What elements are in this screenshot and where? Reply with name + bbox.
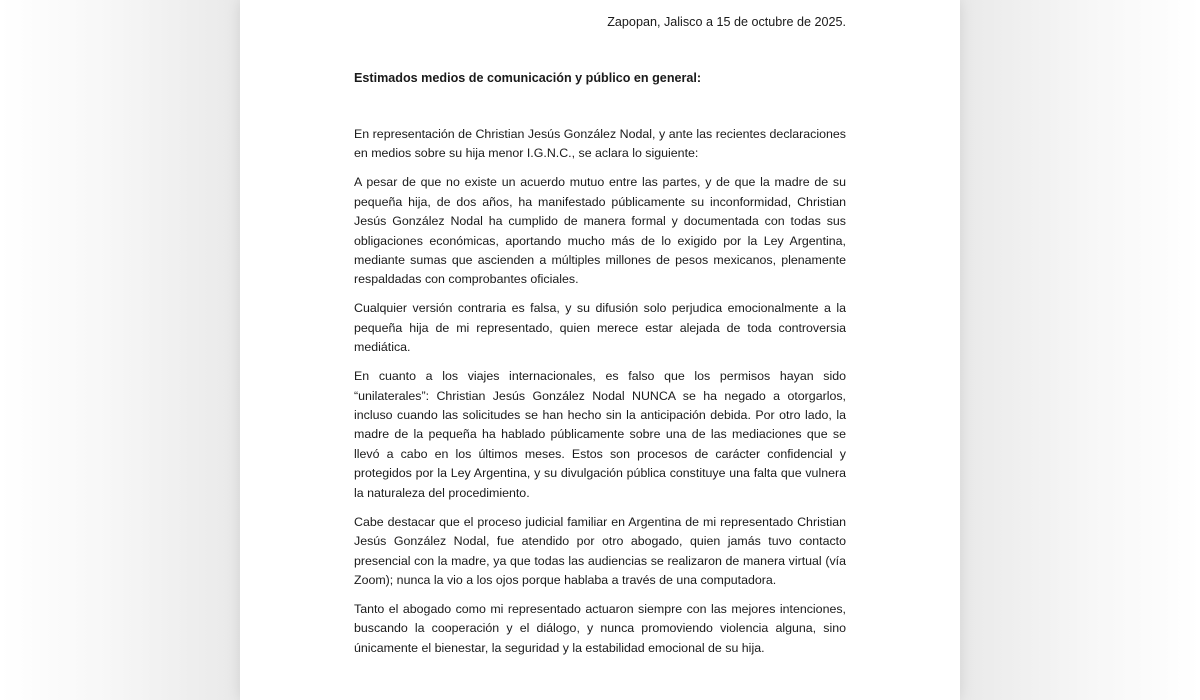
paragraph-obligations: A pesar de que no existe un acuerdo mutuo entre las partes, y de que la madre de su pequeña hija, de dos años, ha manifestado públicamente su inconformidad, Christian Jesús González Nodal ha cumplido de manera formal y documentada con todas sus obligaciones económicas, aportando mucho más de lo exigido por la Ley Argentina, mediante sumas que ascienden a múltiples millones de pesos mexicanos, plenamente respaldadas con comprobantes oficiales. [354,175,846,287]
salutation: Estimados medios de comunicación y público en general: [354,71,702,85]
paragraph-false-claims: Cualquier versión contraria es falsa, y su difusión solo perjudica emocionalmente a la pequeña hija de mi representado, quien merece estar alejada de toda controversia mediática. [354,301,846,355]
document-page [240,0,960,700]
paragraph-intro: En representación de Christian Jesús González Nodal, y ante las recientes declaraciones en medios sobre su hija menor I.G.N.C., se aclara lo siguiente: [354,127,846,161]
paragraph-closing: Tanto el abogado como mi representado actuaron siempre con las mejores intenciones, buscando la cooperación y el diálogo, y nunca promoviendo violencia alguna, sino únicamente el bienestar, la seguridad y la estabilidad emocional de su hija. [354,601,846,655]
paragraph-judicial-process: Cabe destacar que el proceso judicial familiar en Argentina de mi representado Christian Jesús González Nodal, fue atendido por otro abogado, quien jamás tuvo contacto presencial con la madre, ya que todas las audiencias se realizaron de manera virtual (vía Zoom); nunca la vio a los ojos porque hablaba a través de una computadora. [354,514,846,587]
background-left-margin [0,0,240,700]
background-right-margin [960,0,1200,700]
letter-body [354,125,846,668]
paragraph-international-travel: En cuanto a los viajes internacionales, es falso que los permisos hayan sido “unilaterales”: Christian Jesús González Nodal NUNCA se ha negado a otorgarlos, incluso cuando las solicitudes se han hecho sin la anticipación debida. Por otro lado, la madre de la pequeña ha hablado públicamente sobre una de las mediaciones que se llevó a cabo en los últimos meses. Estos son procesos de carácter confidencial y protegidos por la Ley Argentina, y su divulgación pública constituye una falta que vulnera la naturaleza del procedimiento. [354,369,846,500]
date-line: Zapopan, Jalisco a 15 de octubre de 2025. [607,15,846,29]
